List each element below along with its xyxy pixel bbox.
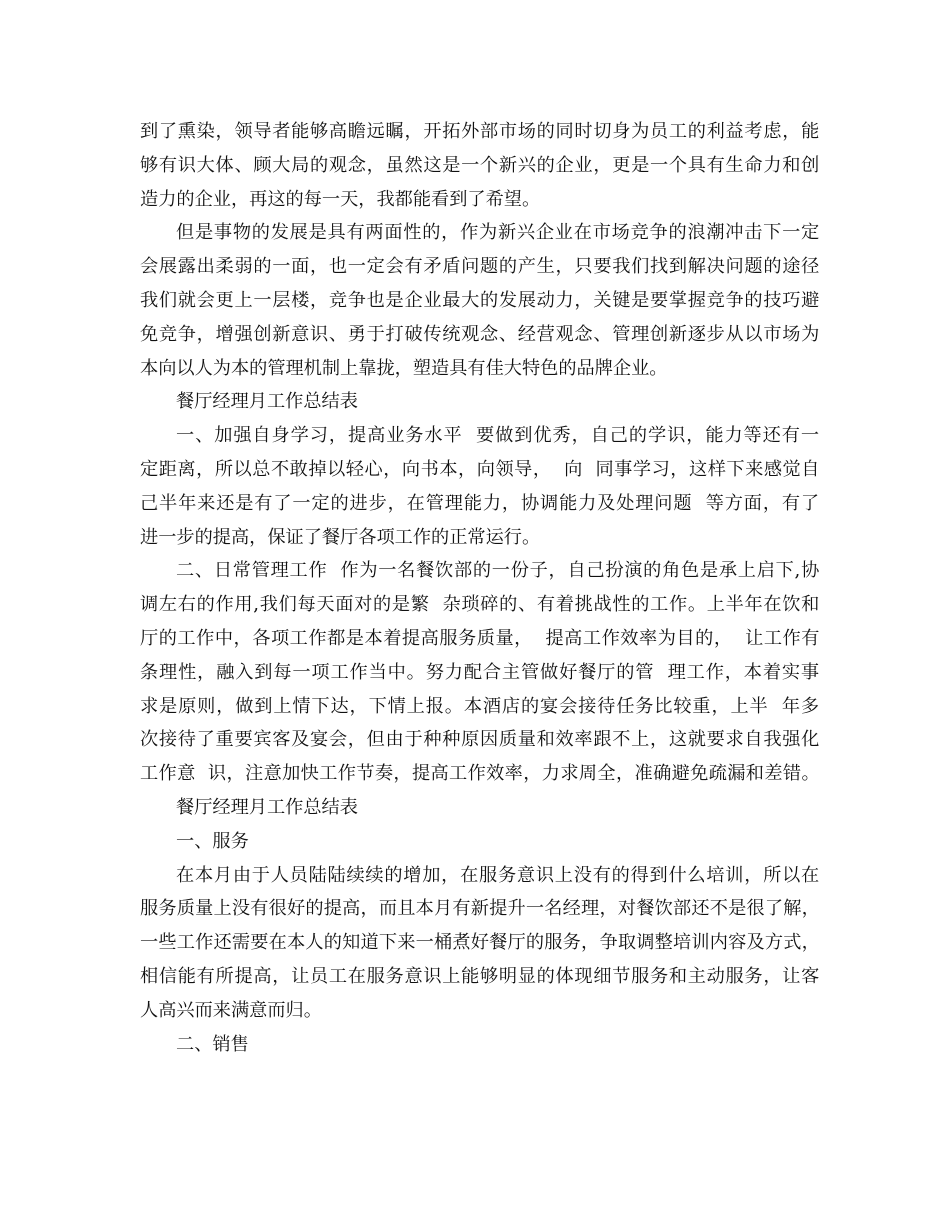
text-line: 一些工作还需要在本人的知道下来一桶煮好餐厅的服务，争取调整培训内容及方式， xyxy=(140,932,820,954)
text-line: 人高兴而来满意而归。 xyxy=(140,999,322,1021)
text-line: 一、服务 xyxy=(176,830,249,852)
text-line: 二、销售 xyxy=(176,1033,249,1055)
text-line: 够有识大体、顾大局的观念，虽然这是一个新兴的企业，更是一个具有生命力和创 xyxy=(140,154,820,176)
text-line: 工作意 识，注意加快工作节奏，提高工作效率，力求周全，准确避免疏漏和差错。 xyxy=(140,763,820,785)
text-line: 厅的工作中，各项工作都是本着提高服务质量， 提高工作效率为目的， 让工作有 xyxy=(140,627,820,649)
text-line: 会展露出柔弱的一面，也一定会有矛盾问题的产生，只要我们找到解决问题的途径 xyxy=(140,256,820,278)
text-line: 己半年来还是有了一定的进步，在管理能力，协调能力及处理问题 等方面，有了 xyxy=(140,492,820,514)
text-line: 定距离，所以总不敢掉以轻心，向书本，向领导， 向 同事学习，这样下来感觉自 xyxy=(140,458,820,480)
text-line: 餐厅经理月工作总结表 xyxy=(176,391,358,413)
text-line: 求是原则，做到上情下达，下情上报。本酒店的宴会接待任务比较重，上半 年多 xyxy=(140,695,820,717)
text-line: 二、日常管理工作 作为一名餐饮部的一份子，自己扮演的角色是承上启下,协 xyxy=(176,560,820,582)
text-line: 到了熏染，领导者能够高瞻远瞩，开拓外部市场的同时切身为员工的利益考虑，能 xyxy=(140,121,820,142)
document-body xyxy=(140,115,820,1061)
text-line: 相信能有所提高，让员工在服务意识上能够明显的体现细节服务和主动服务，让客 xyxy=(140,965,820,987)
text-line: 本向以人为本的管理机制上靠拢，塑造具有佳大特色的品牌企业。 xyxy=(140,357,668,379)
text-line: 一、加强自身学习，提高业务水平 要做到优秀，自己的学识，能力等还有一 xyxy=(176,425,820,447)
text-line: 服务质量上没有很好的提高，而且本月有新提升一名经理，对餐饮部还不是很了解， xyxy=(140,898,820,920)
text-line: 条理性，融入到每一项工作当中。努力配合主管做好餐厅的管 理工作，本着实事 xyxy=(140,661,820,683)
text-line: 我们就会更上一层楼，竞争也是企业最大的发展动力，关键是要掌握竞争的技巧避 xyxy=(140,289,820,311)
text-line: 但是事物的发展是具有两面性的，作为新兴企业在市场竞争的浪潮冲击下一定 xyxy=(176,222,820,244)
text-line: 进一步的提高，保证了餐厅各项工作的正常运行。 xyxy=(140,526,541,548)
text-line: 调左右的作用,我们每天面对的是繁 杂琐碎的、有着挑战性的工作。上半年在饮和 xyxy=(140,594,820,616)
text-line: 餐厅经理月工作总结表 xyxy=(176,796,358,818)
text-line: 在本月由于人员陆陆续续的增加，在服务意识上没有的得到什么培训，所以在 xyxy=(176,864,820,886)
text-line: 免竞争，增强创新意识、勇于打破传统观念、经营观念、管理创新逐步从以市场为 xyxy=(140,323,820,345)
text-line: 次接待了重要宾客及宴会，但由于种种原因质量和效率跟不上，这就要求自我强化 xyxy=(140,729,820,751)
text-line: 造力的企业，再这的每一天，我都能看到了希望。 xyxy=(140,188,541,210)
